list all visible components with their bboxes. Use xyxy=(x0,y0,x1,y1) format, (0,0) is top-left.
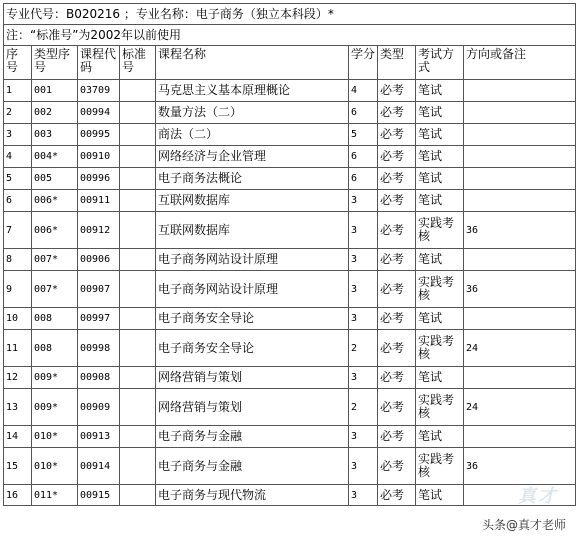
standard-number xyxy=(120,146,156,168)
credit: 3 xyxy=(349,485,378,506)
table-row xyxy=(4,146,576,168)
exam-method: 笔试 xyxy=(416,168,464,190)
remark: 24 xyxy=(464,389,576,426)
type-number: 003 xyxy=(32,124,78,146)
standard-number xyxy=(120,271,156,308)
type-number: 010* xyxy=(32,448,78,485)
table-row xyxy=(4,124,576,146)
course-type: 必考 xyxy=(378,190,416,212)
table-row xyxy=(4,330,576,367)
type-number: 006* xyxy=(32,212,78,249)
exam-method: 笔试 xyxy=(416,308,464,330)
credit: 5 xyxy=(349,124,378,146)
course-type: 必考 xyxy=(378,271,416,308)
row-number: 2 xyxy=(4,102,32,124)
standard-number xyxy=(120,249,156,271)
remark: 36 xyxy=(464,271,576,308)
standard-number xyxy=(120,124,156,146)
type-number: 005 xyxy=(32,168,78,190)
standard-number xyxy=(120,367,156,389)
credit: 6 xyxy=(349,102,378,124)
row-number: 8 xyxy=(4,249,32,271)
exam-method: 实践考核 xyxy=(416,271,464,308)
course-type: 必考 xyxy=(378,146,416,168)
row-number: 12 xyxy=(4,367,32,389)
credit: 3 xyxy=(349,212,378,249)
standard-number xyxy=(120,448,156,485)
course-code: 00910 xyxy=(78,146,120,168)
credit: 3 xyxy=(349,448,378,485)
course-code: 00913 xyxy=(78,426,120,448)
type-number: 008 xyxy=(32,308,78,330)
type-number: 007* xyxy=(32,249,78,271)
standard-number xyxy=(120,80,156,102)
major-line: 专业代号：B020216 ；专业名称：电子商务（独立本科段）* xyxy=(4,4,576,25)
column-header: 序号 xyxy=(4,46,32,80)
course-page xyxy=(3,3,575,506)
row-number: 16 xyxy=(4,485,32,506)
table-row xyxy=(4,389,576,426)
column-header: 学分 xyxy=(349,46,378,80)
course-code: 00908 xyxy=(78,367,120,389)
column-header: 课程代码 xyxy=(78,46,120,80)
credit: 3 xyxy=(349,426,378,448)
column-header: 标准号 xyxy=(120,46,156,80)
course-table xyxy=(3,3,576,506)
course-type: 必考 xyxy=(378,168,416,190)
credit: 6 xyxy=(349,168,378,190)
row-number: 4 xyxy=(4,146,32,168)
column-header-row xyxy=(4,46,576,80)
standard-number xyxy=(120,389,156,426)
exam-method: 实践考核 xyxy=(416,389,464,426)
course-name: 数量方法（二） xyxy=(156,102,349,124)
course-name: 网络营销与策划 xyxy=(156,389,349,426)
credit: 4 xyxy=(349,80,378,102)
table-row xyxy=(4,367,576,389)
remark xyxy=(464,146,576,168)
course-name: 互联网数据库 xyxy=(156,212,349,249)
course-name: 电子商务安全导论 xyxy=(156,308,349,330)
row-number: 5 xyxy=(4,168,32,190)
type-number: 009* xyxy=(32,367,78,389)
course-code: 00997 xyxy=(78,308,120,330)
course-type: 必考 xyxy=(378,389,416,426)
course-type: 必考 xyxy=(378,80,416,102)
remark: 24 xyxy=(464,330,576,367)
credit: 2 xyxy=(349,389,378,426)
course-name: 商法（二） xyxy=(156,124,349,146)
standard-number xyxy=(120,426,156,448)
remark: 36 xyxy=(464,212,576,249)
course-code: 00994 xyxy=(78,102,120,124)
course-name: 马克思主义基本原理概论 xyxy=(156,80,349,102)
type-number: 002 xyxy=(32,102,78,124)
course-code: 00912 xyxy=(78,212,120,249)
watermark-caption: 头条@真才老师 xyxy=(478,515,570,534)
credit: 3 xyxy=(349,308,378,330)
table-row xyxy=(4,485,576,506)
remark xyxy=(464,367,576,389)
course-type: 必考 xyxy=(378,367,416,389)
column-header: 考试方式 xyxy=(416,46,464,80)
exam-method: 实践考核 xyxy=(416,212,464,249)
exam-method: 笔试 xyxy=(416,367,464,389)
exam-method: 笔试 xyxy=(416,146,464,168)
standard-number xyxy=(120,485,156,506)
major-banner-row xyxy=(4,4,576,25)
type-number: 010* xyxy=(32,426,78,448)
course-code: 00914 xyxy=(78,448,120,485)
table-row xyxy=(4,190,576,212)
row-number: 3 xyxy=(4,124,32,146)
table-row xyxy=(4,308,576,330)
remark xyxy=(464,249,576,271)
course-type: 必考 xyxy=(378,448,416,485)
credit: 3 xyxy=(349,190,378,212)
remark xyxy=(464,308,576,330)
course-name: 电子商务网站设计原理 xyxy=(156,249,349,271)
course-name: 电子商务与金融 xyxy=(156,426,349,448)
table-row xyxy=(4,168,576,190)
course-type: 必考 xyxy=(378,308,416,330)
table-row xyxy=(4,80,576,102)
credit: 6 xyxy=(349,146,378,168)
table-row xyxy=(4,102,576,124)
column-header: 课程名称 xyxy=(156,46,349,80)
type-number: 007* xyxy=(32,271,78,308)
column-header: 类型 xyxy=(378,46,416,80)
table-row xyxy=(4,212,576,249)
standard-number xyxy=(120,308,156,330)
row-number: 13 xyxy=(4,389,32,426)
course-name: 电子商务与现代物流 xyxy=(156,485,349,506)
type-number: 006* xyxy=(32,190,78,212)
watermark-logo: 真才 xyxy=(518,486,558,507)
row-number: 11 xyxy=(4,330,32,367)
row-number: 9 xyxy=(4,271,32,308)
course-name: 网络经济与企业管理 xyxy=(156,146,349,168)
standard-number xyxy=(120,212,156,249)
course-code: 00911 xyxy=(78,190,120,212)
table-row xyxy=(4,271,576,308)
exam-method: 笔试 xyxy=(416,102,464,124)
row-number: 14 xyxy=(4,426,32,448)
remark xyxy=(464,102,576,124)
credit: 3 xyxy=(349,249,378,271)
exam-method: 笔试 xyxy=(416,80,464,102)
course-code: 00907 xyxy=(78,271,120,308)
exam-method: 实践考核 xyxy=(416,330,464,367)
note-line: 注：“标准号”为2002年以前使用 xyxy=(4,25,576,46)
type-number: 009* xyxy=(32,389,78,426)
table-row xyxy=(4,249,576,271)
remark: 36 xyxy=(464,448,576,485)
standard-number xyxy=(120,168,156,190)
course-name: 电子商务法概论 xyxy=(156,168,349,190)
course-type: 必考 xyxy=(378,102,416,124)
course-name: 互联网数据库 xyxy=(156,190,349,212)
course-code: 00995 xyxy=(78,124,120,146)
credit: 3 xyxy=(349,367,378,389)
type-number: 004* xyxy=(32,146,78,168)
exam-method: 笔试 xyxy=(416,485,464,506)
course-type: 必考 xyxy=(378,426,416,448)
course-type: 必考 xyxy=(378,212,416,249)
course-code: 00906 xyxy=(78,249,120,271)
course-type: 必考 xyxy=(378,330,416,367)
row-number: 1 xyxy=(4,80,32,102)
exam-method: 实践考核 xyxy=(416,448,464,485)
remark xyxy=(464,190,576,212)
column-header: 方向或备注 xyxy=(464,46,576,80)
exam-method: 笔试 xyxy=(416,426,464,448)
type-number: 011* xyxy=(32,485,78,506)
exam-method: 笔试 xyxy=(416,249,464,271)
course-code: 00996 xyxy=(78,168,120,190)
credit: 3 xyxy=(349,271,378,308)
credit: 2 xyxy=(349,330,378,367)
remark xyxy=(464,124,576,146)
course-name: 电子商务安全导论 xyxy=(156,330,349,367)
type-number: 001 xyxy=(32,80,78,102)
course-type: 必考 xyxy=(378,485,416,506)
course-name: 电子商务与金融 xyxy=(156,448,349,485)
remark xyxy=(464,168,576,190)
standard-number xyxy=(120,330,156,367)
standard-number xyxy=(120,102,156,124)
course-type: 必考 xyxy=(378,249,416,271)
exam-method: 笔试 xyxy=(416,190,464,212)
row-number: 15 xyxy=(4,448,32,485)
course-name: 电子商务网站设计原理 xyxy=(156,271,349,308)
course-name: 网络营销与策划 xyxy=(156,367,349,389)
note-banner-row xyxy=(4,25,576,46)
course-code: 03709 xyxy=(78,80,120,102)
row-number: 7 xyxy=(4,212,32,249)
course-type: 必考 xyxy=(378,124,416,146)
course-code: 00915 xyxy=(78,485,120,506)
remark xyxy=(464,80,576,102)
table-row xyxy=(4,448,576,485)
exam-method: 笔试 xyxy=(416,124,464,146)
table-row xyxy=(4,426,576,448)
course-code: 00909 xyxy=(78,389,120,426)
course-code: 00998 xyxy=(78,330,120,367)
standard-number xyxy=(120,190,156,212)
remark xyxy=(464,426,576,448)
type-number: 008 xyxy=(32,330,78,367)
column-header: 类型序号 xyxy=(32,46,78,80)
row-number: 6 xyxy=(4,190,32,212)
row-number: 10 xyxy=(4,308,32,330)
